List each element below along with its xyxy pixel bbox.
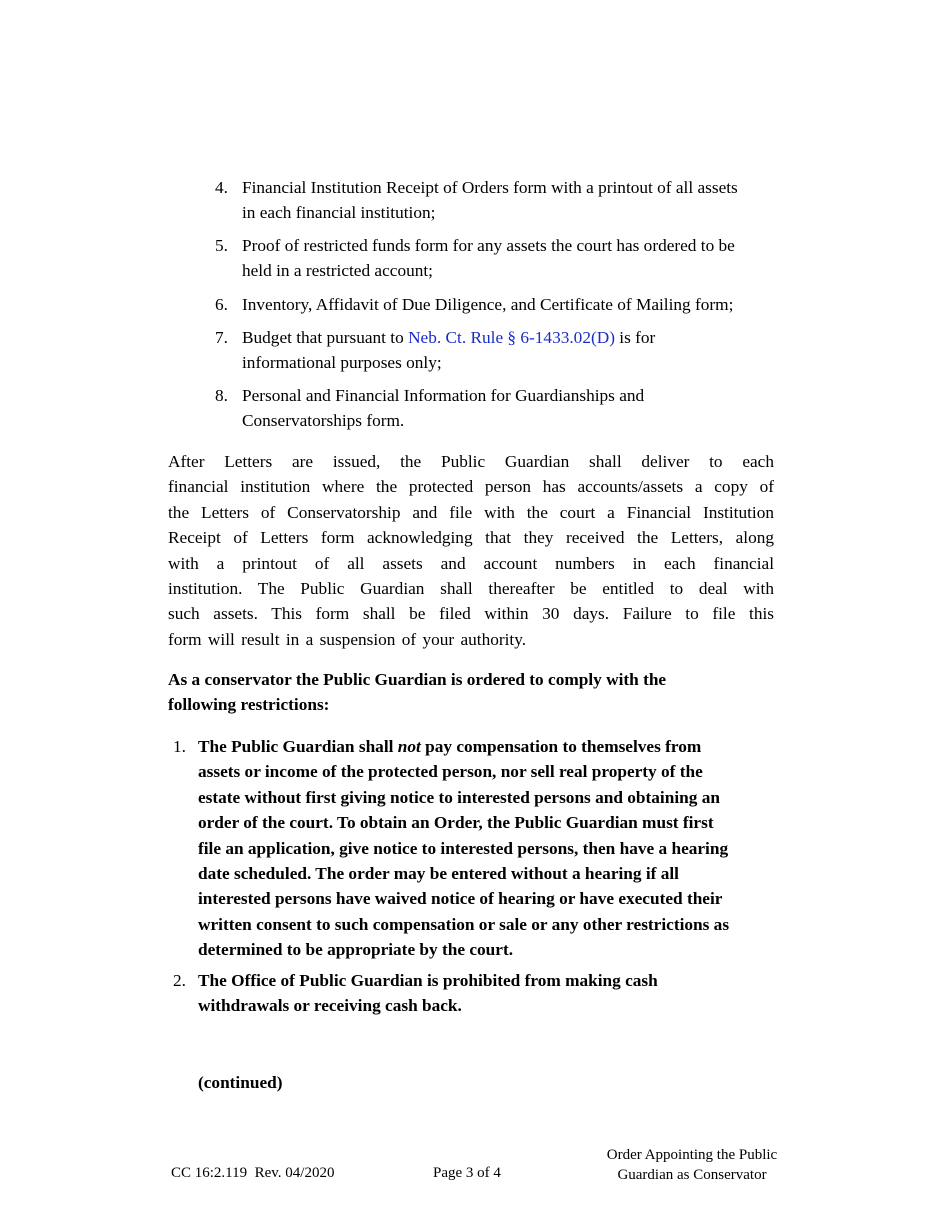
restriction-text: The Public Guardian shall <box>198 737 398 756</box>
paragraph-line: institution. The Public Guardian shall thereafter be entitled to deal with <box>168 579 774 599</box>
restriction-emphasis: not <box>397 737 421 756</box>
list-line: Proof of restricted funds form for any assets the court has ordered to be <box>242 236 735 255</box>
footer-page-number: Page 3 of 4 <box>433 1165 501 1181</box>
list-number: 7. <box>215 328 228 347</box>
list-item <box>202 175 802 227</box>
list-text: Budget that pursuant to <box>242 328 409 347</box>
restrictions-heading <box>168 667 768 718</box>
letters-paragraph <box>168 449 774 652</box>
list-item <box>202 383 802 435</box>
list-line: informational purposes only; <box>242 353 442 373</box>
paragraph-line: with a printout of all assets and account numbers in each financial <box>168 553 774 573</box>
paragraph-line: such assets. This form shall be filed within 30 days. Failure to file this <box>168 604 774 624</box>
footer-title-line: Guardian as Conservator <box>617 1167 767 1183</box>
restriction-line: estate without first giving notice to interested persons and obtaining an <box>198 787 720 807</box>
paragraph-line: financial institution where the protected person has accounts/assets a copy of <box>168 477 774 497</box>
heading-line: following restrictions: <box>168 695 330 715</box>
list-line: Inventory, Affidavit of Due Diligence, and Certificate of Mailing form; <box>242 295 734 314</box>
list-item <box>202 233 802 285</box>
paragraph-line: form will result in a suspension of your authority. <box>168 629 527 649</box>
list-line: held in a restricted account; <box>242 261 433 281</box>
list-line: in each financial institution; <box>242 203 436 223</box>
list-number: 8. <box>215 386 228 405</box>
list-item <box>202 292 802 318</box>
paragraph-line: Receipt of Letters form acknowledging that they received the Letters, along <box>168 528 774 548</box>
restriction-line: file an application, give notice to interested persons, then have a hearing <box>198 838 729 858</box>
restriction-line: withdrawals or receiving cash back. <box>198 996 462 1016</box>
restriction-line: written consent to such compensation or sale or any other restrictions as <box>198 914 730 934</box>
list-item <box>202 325 802 377</box>
list-number: 5. <box>215 236 228 255</box>
restriction-line: date scheduled. The order may be entered without a hearing if all <box>198 864 679 884</box>
list-text: is for <box>614 328 656 347</box>
list-line: Financial Institution Receipt of Orders form with a printout of all assets <box>242 178 738 197</box>
restriction-line: order of the court. To obtain an Order, the Public Guardian must first <box>198 813 714 833</box>
paragraph-line: the Letters of Conservatorship and file with the court a Financial Institution <box>168 502 774 522</box>
footer-form-code: CC 16:2.119 Rev. 04/2020 <box>171 1165 335 1181</box>
list-line: Personal and Financial Information for Guardianships and <box>242 386 645 405</box>
restriction-line: interested persons have waived notice of hearing or have executed their <box>198 889 723 909</box>
list-number: 4. <box>215 178 228 197</box>
continued-note: (continued) <box>198 1073 283 1092</box>
restriction-line: The Office of Public Guardian is prohibited from making cash <box>198 971 658 990</box>
restriction-number: 2. <box>173 971 186 990</box>
court-rule-link[interactable]: Neb. Ct. Rule § 6-1433.02(D) <box>408 328 615 347</box>
restriction-line: assets or income of the protected person, nor sell real property of the <box>198 762 703 782</box>
footer-document-title <box>592 1145 792 1185</box>
restriction-item <box>168 968 788 1020</box>
restriction-line: determined to be appropriate by the court. <box>198 940 514 960</box>
heading-line: As a conservator the Public Guardian is ordered to comply with the <box>168 670 667 689</box>
list-line: Conservatorships form. <box>242 411 405 431</box>
restriction-number: 1. <box>173 737 186 756</box>
paragraph-line: After Letters are issued, the Public Guardian shall deliver to each <box>168 452 774 471</box>
restriction-text: pay compensation to themselves from <box>420 737 702 756</box>
restriction-item <box>168 734 788 964</box>
list-number: 6. <box>215 295 228 314</box>
footer-title-line: Order Appointing the Public <box>606 1147 778 1163</box>
